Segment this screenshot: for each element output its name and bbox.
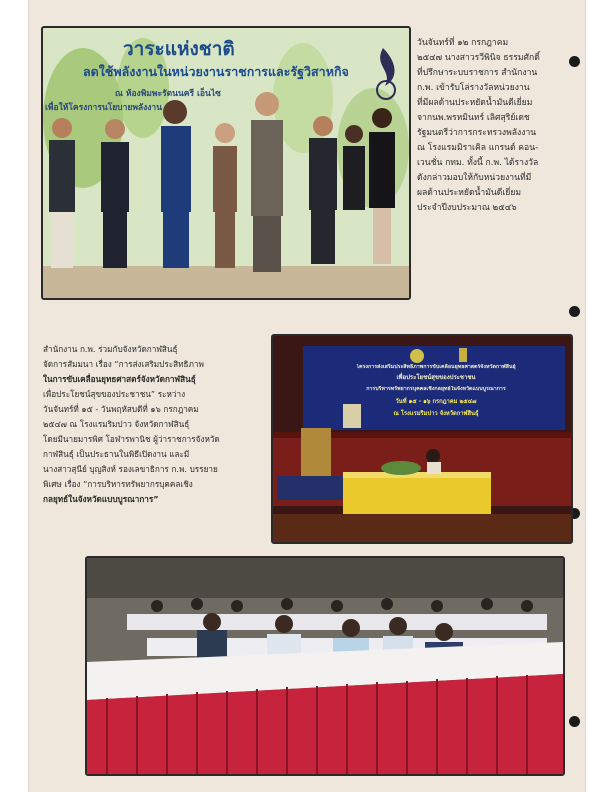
caption-line: ดังกล่าวมอบให้กับหน่วยงานที่มี xyxy=(417,173,532,183)
caption-line: กาฬสินธุ์ เป็นประธานในพิธีเปิดงาน และมี xyxy=(43,449,190,459)
caption-line: ในการขับเคลื่อนยุทธศาสตร์จังหวัดกาฬสินธุ์ xyxy=(43,374,196,384)
binder-hole-4 xyxy=(569,716,580,727)
caption-line: จากนพ.พรหมินทร์ เลิศสุริย์เดช xyxy=(417,113,530,123)
caption-line: โดยมีนายมารพิศ โอฬารพานิช ผู้ว่าราชการจังหวัด xyxy=(43,434,220,444)
banner-line-4: เพื่อให้โครงการนโยบายพลังงาน xyxy=(45,103,163,113)
scrapbook-page xyxy=(28,0,586,792)
seminar-banner-line-4: วันที่ ๑๕ - ๑๖ กรกฎาคม ๒๕๔๗ xyxy=(395,399,477,405)
caption-award-ceremony xyxy=(417,36,567,216)
caption-line: เพื่อประโยชน์สุขของประชาชน” ระหว่าง xyxy=(43,389,186,399)
caption-line: ที่ปรึกษาระบบราชการ สำนักงาน xyxy=(417,68,538,78)
caption-line: วันจันทร์ที่ ๑๒ กรกฎาคม xyxy=(417,38,509,48)
caption-line: ผลด้านประหยัดน้ำมันดีเยี่ยม xyxy=(417,188,522,198)
caption-line: พิเศษ เรื่อง “การบริหารทรัพยากรบุคคลเชิง xyxy=(43,479,193,489)
banner-subtitle: ลดใช้พลังงานในหน่วยงานราชการและรัฐวิสาหกิจ xyxy=(83,64,349,79)
caption-line: นางสาวสุนีย์ บุญสิงห์ รองเลขาธิการ ก.พ. บรรยาย xyxy=(43,464,218,474)
seminar-banner-line-5: ณ โรงแรมริมปาว จังหวัดกาฬสินธุ์ xyxy=(393,411,479,417)
photo-seminar-stage xyxy=(271,334,573,544)
caption-line: วันจันทร์ที่ ๑๕ - วันพฤหัสบดีที่ ๑๖ กรกฎาคม xyxy=(43,404,199,414)
photo-award-ceremony xyxy=(41,26,411,300)
caption-line: รัฐมนตรีว่าการกระทรวงพลังงาน xyxy=(417,128,537,138)
caption-seminar xyxy=(43,342,275,507)
caption-line: กลยุทธ์ในจังหวัดแบบบูรณาการ” xyxy=(43,494,159,504)
banner-line-3: ณ ห้องพิมพะรัตนนครี เอ็นไซ xyxy=(115,89,221,99)
caption-line: ที่มีผลด้านประหยัดน้ำมันดีเยี่ยม xyxy=(417,98,533,108)
caption-line: ณ โรงแรมมิราเคิล แกรนด์ คอน- xyxy=(417,143,539,153)
banner-title: วาระแห่งชาติ xyxy=(123,38,235,60)
seminar-banner-line-2: เพื่อประโยชน์สุขของประชาชน xyxy=(396,374,476,381)
caption-line: เวนชั่น กทม. ทั้งนี้ ก.พ. ได้รางวัล xyxy=(417,158,539,168)
photo-seminar-audience xyxy=(85,556,565,776)
seminar-banner-line-3: การบริหารทรัพยากรบุคคลเชิงกลยุทธ์ในจังหวัดแบบบูรณาการ xyxy=(366,386,506,392)
caption-line: ๒๕๔๗ นางสาวรวีพินิจ ธรรมศักดิ์ xyxy=(417,53,540,63)
caption-line: ๒๕๔๗ ณ โรงแรมริมปาว จังหวัดกาฬสินธุ์ xyxy=(43,419,190,429)
binder-hole-1 xyxy=(569,56,580,67)
seminar-banner-line-1: โครงการส่งเสริมประสิทธิภาพการขับเคลื่อนยุทธศาสตร์จังหวัดกาฬสินธุ์ xyxy=(356,364,516,370)
binder-hole-2 xyxy=(569,306,580,317)
caption-line: จัดการสัมมนา เรื่อง “การส่งเสริมประสิทธิภาพ xyxy=(43,359,204,369)
caption-line: ก.พ. เข้ารับโล่รางวัลหน่วยงาน xyxy=(417,83,530,93)
caption-line: ประจำปีงบประมาณ ๒๕๔๖ xyxy=(417,203,517,213)
seminar-audience-scene xyxy=(87,558,563,774)
caption-line: สำนักงาน ก.พ. ร่วมกับจังหวัดกาฬสินธุ์ xyxy=(43,344,178,354)
